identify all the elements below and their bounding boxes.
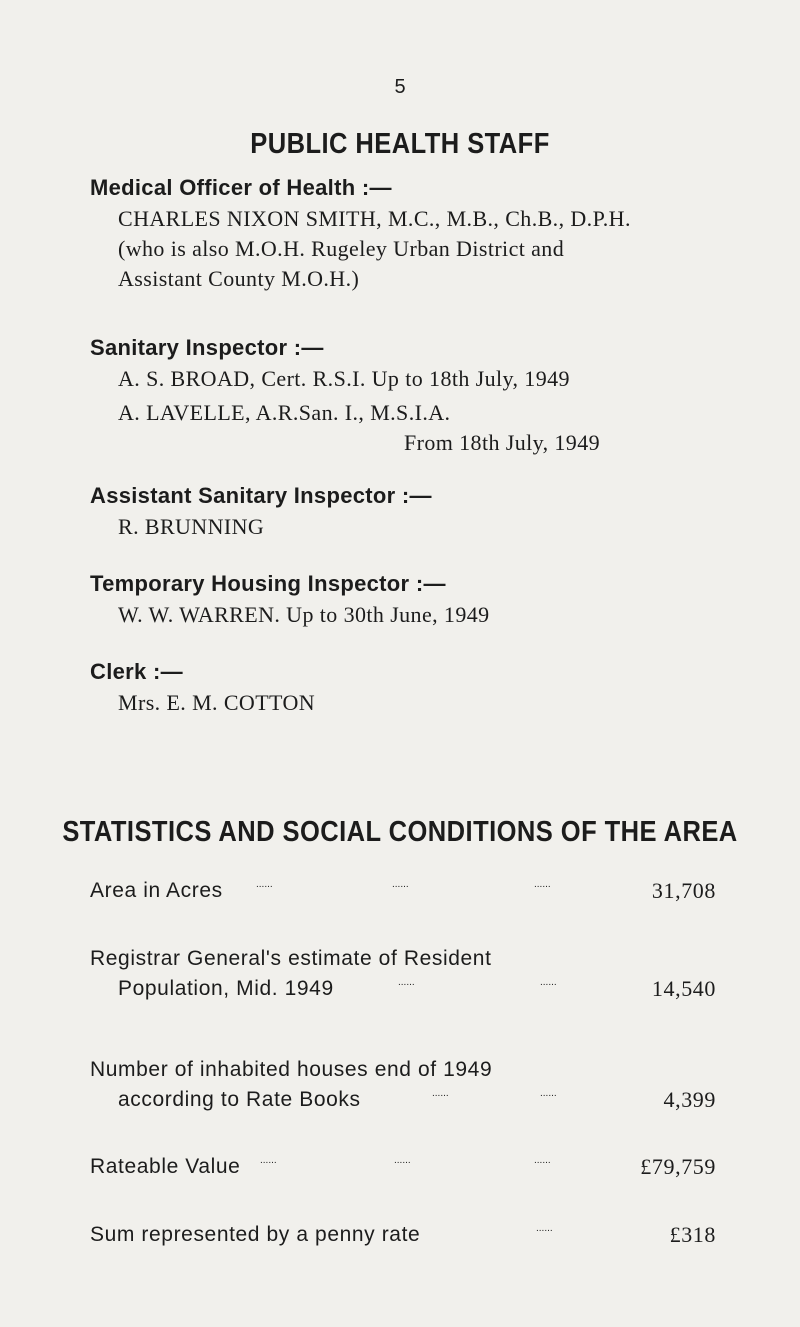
stat-value: 31,708: [651, 878, 716, 903]
staff-role: Medical Officer of Health :—: [90, 175, 392, 200]
staff-line: R. BRUNNING: [118, 514, 265, 539]
staff-role: Temporary Housing Inspector :—: [90, 571, 446, 596]
staff-section-assistant-sanitary-inspector: [90, 480, 730, 542]
stat-row-population: [90, 944, 716, 1004]
staff-role: Sanitary Inspector :—: [90, 335, 324, 360]
leader-dots: ......: [398, 977, 415, 988]
leader-dots: ......: [260, 1155, 277, 1166]
leader-dots: ......: [540, 1088, 557, 1099]
stat-value: £79,759: [640, 1154, 716, 1179]
leader-dots: ......: [392, 879, 409, 890]
staff-heading: PUBLIC HEALTH STAFF: [250, 128, 550, 160]
staff-line: A. S. BROAD, Cert. R.S.I. Up to 18th July, 1949: [118, 366, 570, 391]
staff-section-temporary-housing-inspector: [90, 568, 730, 630]
stat-row-penny-rate: [90, 1220, 716, 1250]
staff-line: From 18th July, 1949: [403, 430, 600, 455]
stat-label: Number of inhabited houses end of 1949: [90, 1058, 493, 1081]
leader-dots: ......: [534, 1155, 551, 1166]
leader-dots: ......: [536, 1223, 553, 1234]
stat-label: Sum represented by a penny rate: [90, 1223, 421, 1246]
stats-heading: STATISTICS AND SOCIAL CONDITIONS OF THE AREA: [62, 816, 738, 848]
staff-line: CHARLES NIXON SMITH, M.C., M.B., Ch.B., D.P.H.: [118, 206, 631, 231]
staff-section-sanitary-inspector: [90, 332, 730, 458]
staff-line: Mrs. E. M. COTTON: [118, 690, 316, 715]
page-number: 5: [394, 76, 406, 98]
staff-role: Assistant Sanitary Inspector :—: [90, 483, 432, 508]
stat-value: 14,540: [651, 976, 716, 1001]
staff-role: Clerk :—: [90, 659, 183, 684]
stat-value: £318: [669, 1222, 716, 1247]
leader-dots: ......: [432, 1088, 449, 1099]
staff-line: A. LAVELLE, A.R.San. I., M.S.I.A.: [118, 400, 451, 425]
stat-label: Rateable Value: [90, 1155, 241, 1178]
stat-label: according to Rate Books: [118, 1088, 361, 1111]
stat-value: 4,399: [663, 1087, 716, 1112]
leader-dots: ......: [540, 977, 557, 988]
stat-row-area: [90, 876, 716, 906]
leader-dots: ......: [256, 879, 273, 890]
staff-line: Assistant County M.O.H.): [118, 266, 360, 291]
staff-line: W. W. WARREN. Up to 30th June, 1949: [118, 602, 490, 627]
leader-dots: ......: [394, 1155, 411, 1166]
stat-label: Area in Acres: [90, 879, 223, 902]
staff-line: (who is also M.O.H. Rugeley Urban District and: [118, 236, 565, 261]
staff-section-clerk: [90, 656, 730, 718]
stat-label: Population, Mid. 1949: [118, 977, 334, 1000]
leader-dots: ......: [534, 879, 551, 890]
stat-row-rateable-value: [90, 1152, 716, 1182]
staff-section-medical-officer: [90, 172, 730, 294]
stat-row-houses: [90, 1055, 716, 1115]
stat-label: Registrar General's estimate of Resident: [90, 947, 492, 970]
